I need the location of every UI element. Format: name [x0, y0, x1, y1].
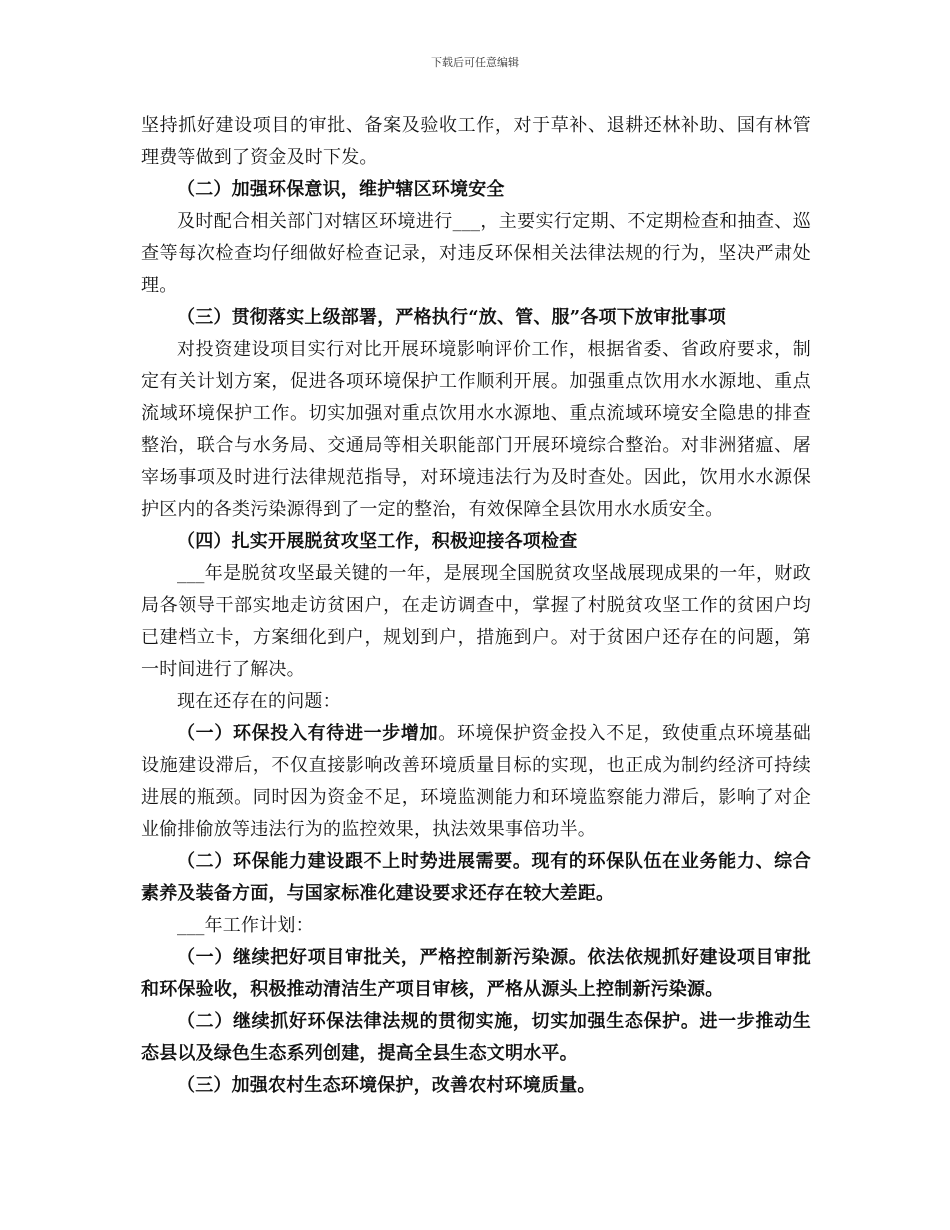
section-heading-2: （二）加强环保意识，维护辖区环境安全	[177, 179, 505, 200]
paragraph-environment-assessment: 对投资建设项目实行对比开展环境影响评价工作，根据省委、省政府要求，制定有关计划方案，促进各项环境保护工作顺利开展。加强重点饮用水水源地、重点流域环境保护工作。切实加强对重点饮用水水源地、重点流域环境安全隐患的排查整治，联合与水务局、交通局等相关职能部门开展环境综合整治。对非洲猪瘟、屠宰场事项及时进行法律规范指导，对环境违法行为及时查处。因此，饮用水水源保护区内的各类污染源得到了一定的整治，有效保障全县饮用水水质安全。	[141, 339, 811, 520]
paragraph-plan-3: （三）加强农村生态环境保护，改善农村环境质量。	[177, 1075, 596, 1096]
paragraph-environment-inspection: 及时配合相关部门对辖区环境进行___，主要实行定期、不定期检查和抽查、巡查等每次检查均仔细做好检查记录，对违反环保相关法律法规的行为，坚决严肃处理。	[141, 211, 811, 296]
paragraph-plan-1: （一）继续把好项目审批关，严格控制新污染源。依法依规抓好建设项目审批和环保验收，积极推动清洁生产项目审核，严格从源头上控制新污染源。	[141, 947, 811, 1000]
paragraph-poverty-alleviation: ___年是脱贫攻坚最关键的一年，是展现全国脱贫攻坚战展现成果的一年，财政局各领导干部实地走访贫困户，在走访调查中，掌握了村脱贫攻坚工作的贫困户均已建档立卡，方案细化到户，规划到户，措施到户。对于贫困户还存在的问题，第一时间进行了解决。	[141, 563, 811, 680]
paragraph-plan-2: （二）继续抓好环保法律法规的贯彻实施，切实加强生态保护。进一步推动生态县以及绿色生态系列创建，提高全县生态文明水平。	[141, 1011, 811, 1064]
paragraph-continuation: 坚持抓好建设项目的审批、备案及验收工作，对于草补、退耕还林补助、国有林管理费等做到了资金及时下发。	[141, 115, 811, 168]
section-heading-3: （三）贯彻落实上级部署，严格执行“放、管、服”各项下放审批事项	[177, 307, 726, 328]
problem-1-text: 。环境保护资金投入不足，致使重点环境基础设施建设滞后，不仅直接影响改善环境质量目标的实现，也正成为制约经济可持续进展的瓶颈。同时因为资金不足，环境监测能力和环境监察能力滞后，影响了对企业偷排偷放等违法行为的监控效果，执法效果事倍功半。	[141, 723, 811, 840]
problem-1-heading: （一）环保投入有待进一步增加	[177, 723, 439, 744]
section-heading-4: （四）扎实开展脱贫攻坚工作，积极迎接各项检查	[177, 531, 578, 552]
paragraph-existing-problems: 现在还存在的问题：	[177, 691, 341, 712]
document-body	[141, 110, 811, 1102]
paragraph-work-plan: ___年工作计划：	[177, 915, 314, 936]
page-header: 下载后可任意编辑	[431, 56, 519, 69]
paragraph-problem-2: （二）环保能力建设跟不上时势进展需要。现有的环保队伍在业务能力、综合素养及装备方面，与国家标准化建设要求还存在较大差距。	[141, 851, 811, 904]
paragraph-problem-1	[141, 718, 811, 846]
